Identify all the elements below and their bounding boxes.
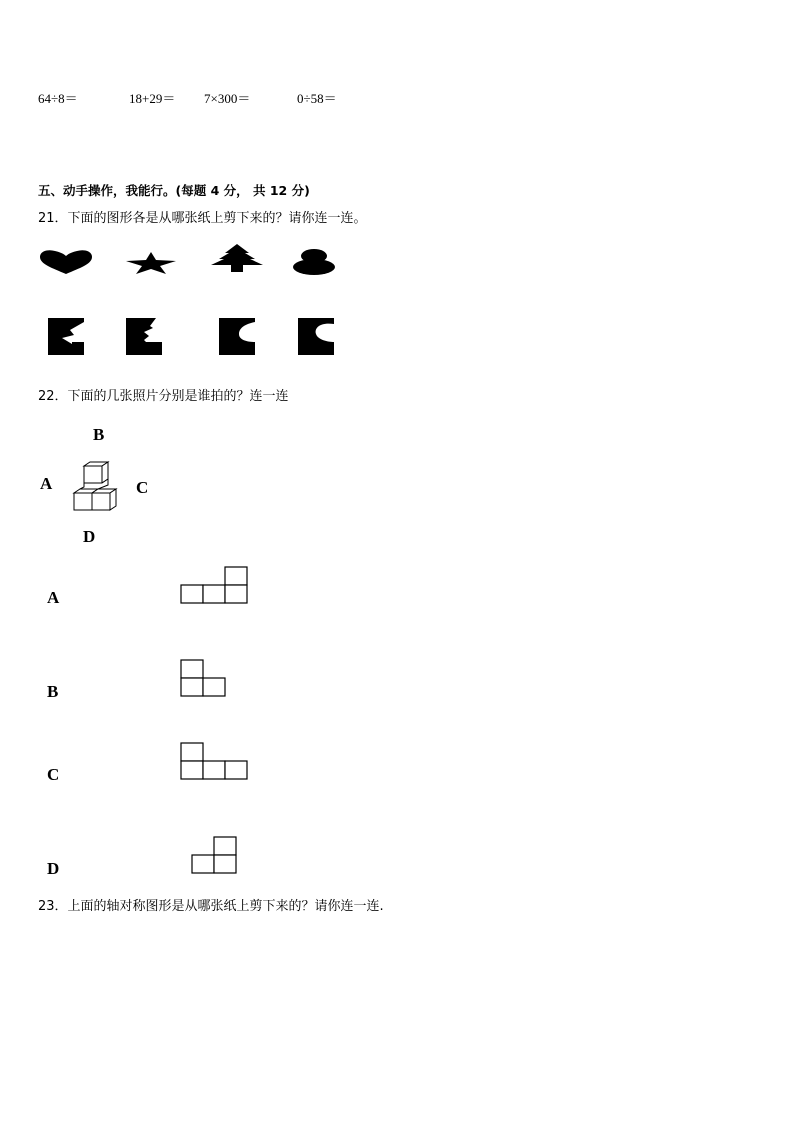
photo-label-b: B xyxy=(47,682,59,701)
viewer-label-d: D xyxy=(83,527,96,546)
view-a-icon xyxy=(180,566,250,604)
heart-icon xyxy=(38,248,94,276)
calc-item-3: 7×300＝ xyxy=(204,91,251,106)
photo-label-a: A xyxy=(47,588,60,607)
view-c-icon xyxy=(180,742,250,780)
folded-paper-2-icon xyxy=(126,318,162,355)
viewer-label-c: C xyxy=(136,478,149,497)
viewer-label-a: A xyxy=(40,474,53,493)
photo-label-d: D xyxy=(47,859,60,878)
viewer-label-b: B xyxy=(93,425,105,444)
calc-item-4: 0÷58＝ xyxy=(297,91,337,106)
question-22: 22．下面的几张照片分别是谁拍的？连一连 xyxy=(38,389,289,404)
section-title: 五、动手操作，我能行。(每题 4 分， 共 12 分) xyxy=(38,183,310,198)
folded-paper-1-icon xyxy=(48,318,84,355)
question-23: 23．上面的轴对称图形是从哪张纸上剪下来的？请你连一连. xyxy=(38,899,384,914)
photo-label-c: C xyxy=(47,765,60,784)
cube-stack-icon xyxy=(72,460,120,514)
mushroom-icon xyxy=(291,248,337,276)
view-b-icon xyxy=(180,659,228,697)
star-icon xyxy=(125,251,177,275)
view-d-icon xyxy=(191,836,239,874)
folded-paper-3-icon xyxy=(219,318,255,355)
question-21: 21．下面的图形各是从哪张纸上剪下来的？请你连一连。 xyxy=(38,211,367,226)
calc-item-2: 18+29＝ xyxy=(129,91,176,106)
arrow-tree-icon xyxy=(209,243,265,273)
calc-item-1: 64÷8＝ xyxy=(38,91,78,106)
folded-paper-4-icon xyxy=(298,318,334,355)
